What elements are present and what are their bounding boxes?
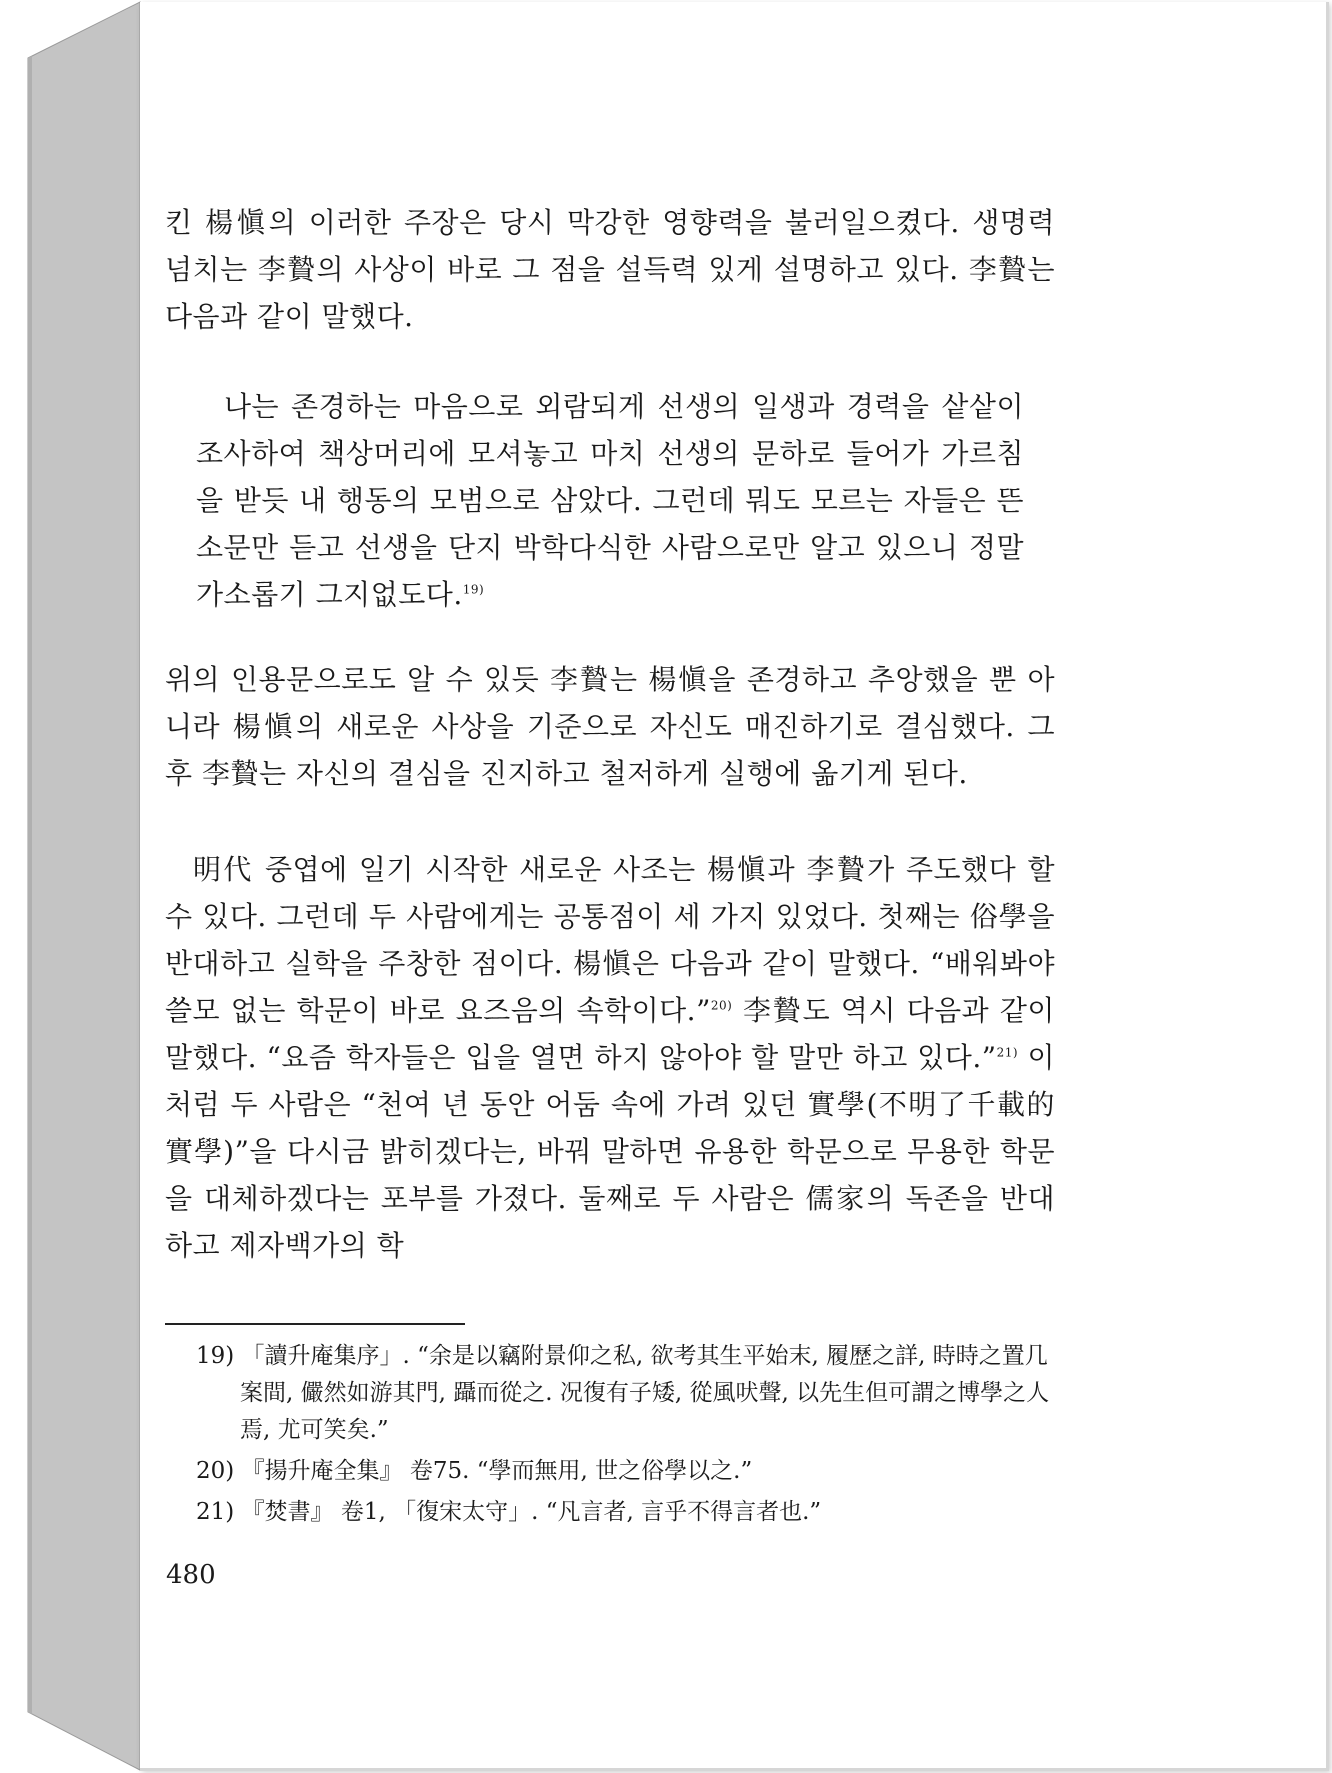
paragraph-3-part-1: 明代 중엽에 일기 시작한 새로운 사조는 楊愼과 李贄가 주도했다 할 수 있다. 그런데 두 사람에게는 공통점이 세 가지 있었다. 첫째는 俗學을 반대하고 실학을 주창한 점이다. 楊愼은 다음과 같이 말했다. “배워봐야 쓸모 없는 학문이 바로 요즈음의 속학이다.” — [165, 853, 1055, 1027]
footnotes — [196, 1338, 1058, 1535]
footnote-20: 20) 『揚升庵全集』 卷75. “學而無用, 世之俗學以之.” — [196, 1458, 753, 1484]
paragraph-3 — [165, 846, 1055, 1269]
quote-text: 나는 존경하는 마음으로 외람되게 선생의 일생과 경력을 샅샅이 조사하여 책상머리에 모셔놓고 마치 선생의 문하로 들어가 가르침을 받듯 내 행동의 모범으로 삼았다. 그런데 뭐도 모르는 자들은 뜬소문만 듣고 선생을 단지 박학다식한 사람으로만 알고 있으니 정말 가소롭기 그지없도다. — [196, 390, 1024, 611]
paragraph-3-part-2: 李贄도 역시 다음과 같이 말했다. “요즘 학자들은 입을 열면 하지 않아야 할 말만 하고 있다.” — [165, 994, 1055, 1074]
block-quote — [196, 383, 1024, 618]
paragraph-3-text — [165, 846, 1055, 1269]
footnote-19: 19) 「讀升庵集序」. “余是以竊附景仰之私, 欲考其生平始末, 履歷之詳, 時時之置几案間, 儼然如游其門, 躡而從之. 况復有子矮, 從風吠聲, 以先生但可謂之博學之人焉, 尤可笑矣.” — [196, 1343, 1050, 1443]
footnote-ref-20: 20) — [710, 998, 733, 1013]
page-number: 480 — [166, 1560, 216, 1590]
book-spine — [0, 0, 150, 1773]
footnote-divider — [165, 1323, 465, 1325]
block-quote-text — [196, 383, 1024, 618]
paragraph-2 — [165, 656, 1055, 797]
paragraph-3-part-3: 이처럼 두 사람은 “천여 년 동안 어둠 속에 가려 있던 實學(不明了千載的實學)”을 다시금 밝히겠다는, 바꿔 말하면 유용한 학문으로 무용한 학문을 대체하겠다는 포부를 가졌다. 둘째로 두 사람은 儒家의 독존을 반대하고 제자백가의 학 — [165, 1041, 1056, 1262]
intro-paragraph-text: 킨 楊愼의 이러한 주장은 당시 막강한 영향력을 불러일으켰다. 생명력 넘치는 李贄의 사상이 바로 그 점을 설득력 있게 설명하고 있다. 李贄는 다음과 같이 말했다. — [165, 206, 1055, 333]
intro-paragraph — [165, 199, 1055, 340]
paragraph-2-text: 위의 인용문으로도 알 수 있듯 李贄는 楊愼을 존경하고 추앙했을 뿐 아니라 楊愼의 새로운 사상을 기준으로 자신도 매진하기로 결심했다. 그 후 李贄는 자신의 결심을 진지하고 철저하게 실행에 옮기게 된다. — [165, 663, 1055, 790]
footnote-ref-21: 21) — [996, 1045, 1019, 1060]
footnote-ref-19: 19) — [462, 582, 485, 597]
footnote-21: 21) 『焚書』 卷1, 「復宋太守」. “凡言者, 言乎不得言者也.” — [196, 1499, 822, 1525]
